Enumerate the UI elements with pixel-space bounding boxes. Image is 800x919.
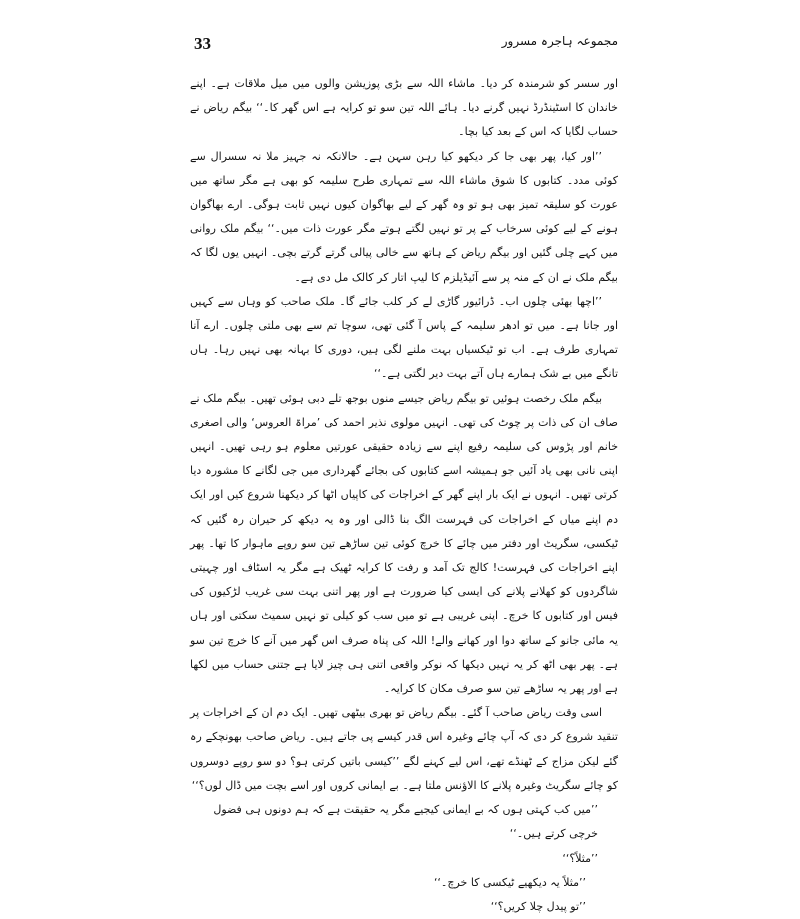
paragraph-4: بیگم ملک رخصت ہوئیں تو بیگم ریاض جیسے منوں بوجھ تلے دبی ہوئی تھیں۔ بیگم ملک نے صاف ان کی ذات پر چوٹ کی تھی۔ انہیں مولوی نذیر احمد کی ’مراۃ العروس‘ والی اصغری خانم اور پڑوس کی سلیمہ رفیع اپنے سے زیادہ حقیقی عورتیں معلوم ہو رہی تھیں۔ انہیں اپنی نانی بھی یاد آئیں جو ہمیشہ اسے کتابوں کی بجائے گھرداری میں جی لگانے کا مشورہ دیا کرتی تھیں۔ انہوں نے ایک بار اپنے گھر کے اخراجات کی کاپیاں اٹھا کر دیکھنا شروع کیں اور ایک دم اپنے میاں کے اخراجات کی فہرست الگ بنا ڈالی اور وہ یہ دیکھ کر حیران رہ گئیں کہ ٹیکسی، سگریٹ اور دفتر میں چائے کا خرچ کوئی تین ساڑھے تین سو روپے ماہوار کا تھا۔ پھر اپنے اخراجات کی فہرست! کالج تک آمد و رفت کا کرایہ ٹھیک ہے مگر یہ اسٹاف اور چہیتی شاگردوں کو کھلانے پلانے کی ایسی کیا ضرورت ہے اور پھر اتنی بہت سی غریب لڑکیوں کی فیس اور کتابوں کا خرچ۔ اپنی غریبی ہے تو میں سب کو کیلی تو نہیں سمیٹ سکتی اور ہاں یہ مائی جانو کے ساتھ دوا اور کھانے والے! اللہ کی پناہ صرف اس گھر میں آنے کا خرچ تین سو ہے۔ پھر بھی اٹھ کر یہ نہیں دیکھا کہ نوکر واقعی اتنی ہی چیز لایا ہے جتنی حساب میں لکھا ہے اور پھر یہ ساڑھے تین سو صرف مکان کا کرایہ۔ xyxy=(190,391,618,696)
page-header xyxy=(190,28,620,58)
running-head: مجموعہ ہاجرہ مسرور xyxy=(501,34,618,48)
dialogue-line-4: ’’تو پیدل چلا کریں؟‘‘ xyxy=(490,899,586,913)
dialogue-line-3: ’’مثلاً یہ دیکھیے ٹیکسی کا خرچ۔‘‘ xyxy=(433,875,586,889)
page-body xyxy=(190,72,618,919)
dialogue-line-1: ’’میں کب کہتی ہوں کہ بے ایمانی کیجیے مگر یہ حقیقت ہے کہ ہم دونوں ہی فضول خرچی کرتے ہیں۔‘‘ xyxy=(213,803,598,841)
paragraph-2: ’’اور کیا، پھر بھی جا کر دیکھو کیا رہن سہن ہے۔ حالانکہ نہ جہیز ملا نہ سسرال سے کوئی مدد۔ کتابوں کا شوق ماشاء اللہ سے تمہاری طرح سلیمہ کو بھی ہے مگر ساتھ میں عورت کو سلیقہ تمیز بھی ہو تو وہ گھر کے لیے بھاگوان کیوں نہیں ثابت ہوگی۔ ارے بھاگوان ہونے کے لیے کوئی سرخاب کے پر تو نہیں لگتے ہوتے مگر عورت ذات میں۔‘‘ بیگم ملک روانی میں کہے چلی گئیں اور بیگم ریاض کے ہاتھ سے خالی پیالی گرتے گرتے بچی۔ انہیں یوں لگا کہ بیگم ملک نے ان کے منہ پر سے آئیڈیلزم کا لیپ اتار کر کالک مل دی ہے۔ xyxy=(190,149,618,284)
paragraph-5: اسی وقت ریاض صاحب آ گئے۔ بیگم ریاض تو بھری بیٹھی تھیں۔ ایک دم ان کے اخراجات پر تنقید شروع کر دی کہ آپ چائے وغیرہ اس قدر کیسے پی جاتے ہیں۔ ریاض صاحب بھونچکے رہ گئے لیکن مزاج کے ٹھنڈے تھے، اس لیے کہنے لگے ’’کیسی باتیں کرتی ہو؟ دو سو روپے دوسروں کو چائے سگریٹ وغیرہ پلانے کا الاؤنس ملتا ہے۔ بے ایمانی کروں اور اسے بچت میں ڈال لوں؟‘‘ xyxy=(190,706,618,792)
paragraph-3: ’’اچھا بھئی چلوں اب۔ ڈرائیور گاڑی لے کر کلب جائے گا۔ ملک صاحب کو وہاں سے کہیں اور جانا ہے۔ میں تو ادھر سلیمہ کے پاس آ گئی تھی، سوچا تم سے بھی ملتی چلوں۔ ارے آنا تمہاری طرف ہے۔ اب تو ٹیکسیاں بہت ملنے لگی ہیں، دوری کا بہانہ بھی نہیں رہا۔ ہاں تانگے میں بے شک ہمارے ہاں آتے بہت دیر لگتی ہے۔‘‘ xyxy=(190,294,618,381)
page-number: 33 xyxy=(194,34,211,53)
dialogue-line-2: ’’مثلاً؟‘‘ xyxy=(562,851,598,865)
paragraph-1: اور سسر کو شرمندہ کر دیا۔ ماشاء اللہ سے بڑی پوزیشن والوں میں میل ملاقات ہے۔ اپنے خاندان کا اسٹینڈرڈ نہیں گرنے دیا۔ ہائے اللہ تین سو تو کرایہ ہے اس گھر کا۔‘‘ بیگم ریاض نے حساب لگایا کہ اس کے بعد کیا بچا۔ xyxy=(190,77,618,139)
book-page xyxy=(190,28,620,913)
